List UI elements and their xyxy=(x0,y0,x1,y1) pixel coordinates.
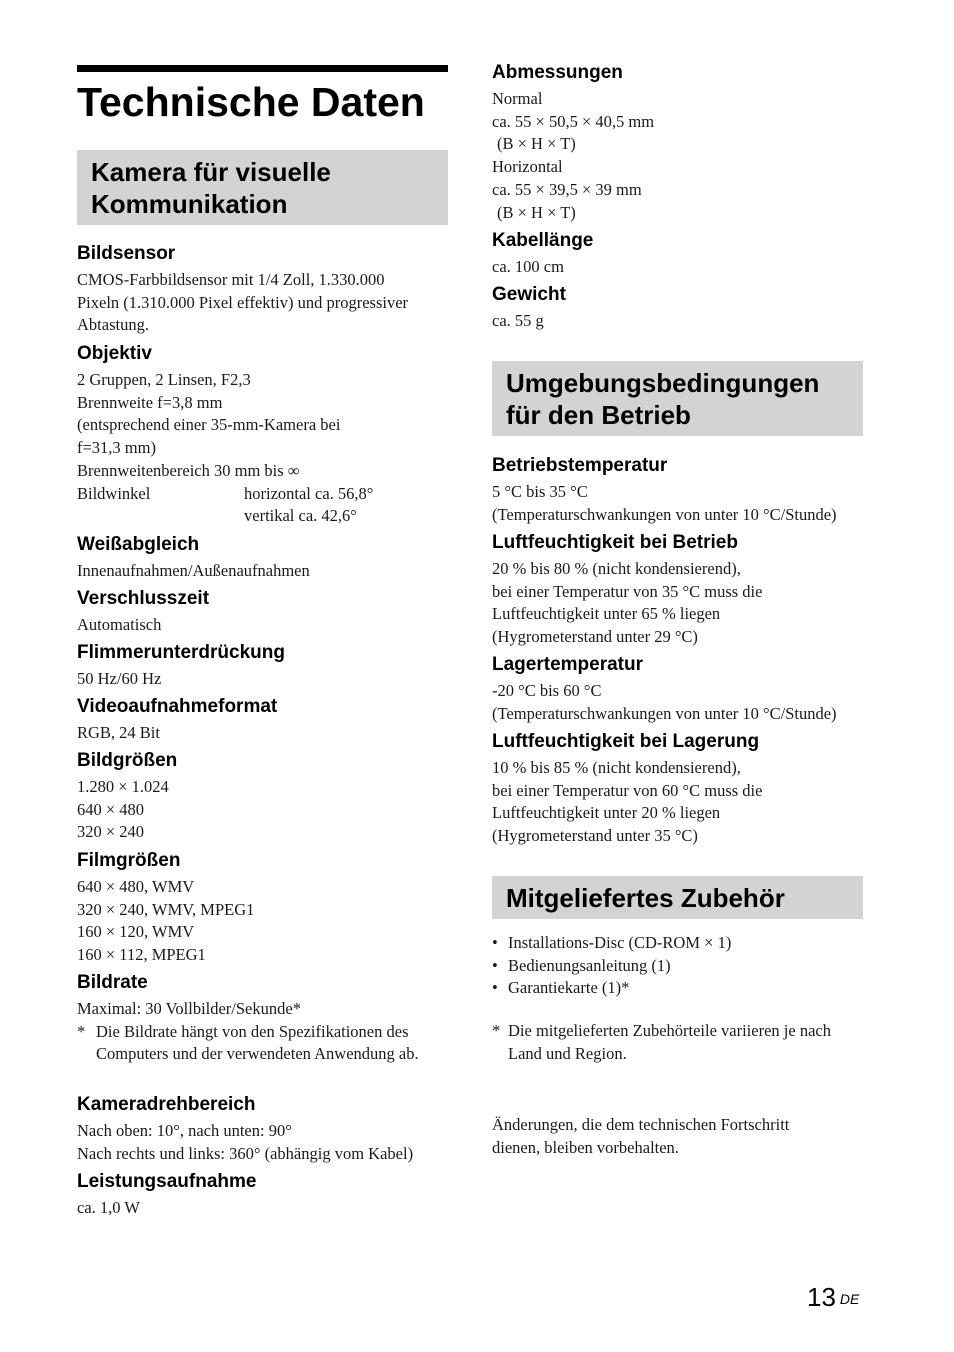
spec-heading: Lagertemperatur xyxy=(492,654,643,675)
spec-kameradrehbereich xyxy=(77,1094,449,1165)
aenderungen-text: Änderungen, die dem technischen Fortschritt dienen, bleiben vorbehalten. xyxy=(492,1115,790,1157)
band-line: für den Betrieb xyxy=(506,400,691,430)
band-line: Kamera für visuelle xyxy=(91,157,331,187)
footnote xyxy=(492,1020,832,1065)
spec-line: 2 Gruppen, 2 Linsen, F2,3 xyxy=(77,370,251,389)
spec-line: (Hygrometerstand unter 35 °C) xyxy=(492,826,698,846)
spec-line: 320 × 240 xyxy=(77,822,145,842)
spec-line: Luftfeuchtigkeit unter 65 % liegen xyxy=(492,604,721,624)
spec-line: 160 × 120, WMV xyxy=(77,922,195,942)
spec-line: (Temperaturschwankungen von unter 10 °C/Stunde) xyxy=(492,504,837,524)
spec-heading: Kameradrehbereich xyxy=(77,1094,256,1115)
spec-line: Normal xyxy=(492,89,543,108)
bildwinkel-horizontal: horizontal ca. 56,8° xyxy=(244,483,374,503)
page-language: DE xyxy=(839,1291,860,1307)
list-item xyxy=(492,977,864,1000)
spec-line: Nach rechts und links: 360° (abhängig vom Kabel) xyxy=(77,1143,414,1163)
spec-line: ca. 1,0 W xyxy=(77,1198,140,1217)
spec-gewicht xyxy=(492,284,864,333)
spec-line: Horizontal xyxy=(492,157,563,177)
spec-abmessungen xyxy=(492,62,864,224)
bullet-mark: • xyxy=(492,955,498,975)
spec-line: bei einer Temperatur von 60 °C muss die xyxy=(492,780,763,800)
spec-line: bei einer Temperatur von 35 °C muss die xyxy=(492,581,763,601)
spec-line: CMOS-Farbbildsensor mit 1/4 Zoll, 1.330.000 xyxy=(77,270,385,289)
spec-line: 50 Hz/60 Hz xyxy=(77,669,162,688)
section-band-umgebung xyxy=(492,361,863,436)
bildwinkel-vertikal: vertikal ca. 42,6° xyxy=(244,506,357,526)
spec-bildsensor xyxy=(77,243,449,337)
footnote-mark: * xyxy=(492,1021,501,1040)
spec-leistungsaufnahme xyxy=(77,1171,449,1220)
spec-line: -20 °C bis 60 °C xyxy=(492,681,602,700)
spec-line: ca. 100 cm xyxy=(492,257,564,276)
bildwinkel-row xyxy=(77,483,449,506)
spec-line: (entsprechend einer 35-mm-Kamera bei xyxy=(77,415,341,435)
aenderungen-note xyxy=(492,1114,837,1159)
spec-line: Brennweitenbereich 30 mm bis ∞ xyxy=(77,460,300,480)
section-band-zubehoer xyxy=(492,876,863,919)
bildwinkel-label: Bildwinkel xyxy=(77,483,151,503)
band-line: Umgebungsbedingungen xyxy=(506,368,820,398)
spec-videoformat xyxy=(77,696,449,745)
spec-line: 640 × 480 xyxy=(77,799,145,819)
spec-weissabgleich xyxy=(77,534,449,583)
spec-flimmer xyxy=(77,642,449,691)
bildwinkel-row xyxy=(77,505,449,528)
spec-line: Automatisch xyxy=(77,615,162,634)
zubehoer-list xyxy=(492,932,864,1000)
spec-line: Brennweite f=3,8 mm xyxy=(77,392,223,412)
spec-line: Pixeln (1.310.000 Pixel effektiv) und progressiver xyxy=(77,292,409,312)
spec-line: 160 × 112, MPEG1 xyxy=(77,945,206,965)
list-item xyxy=(492,955,864,978)
spec-line: 10 % bis 85 % (nicht kondensierend), xyxy=(492,758,741,777)
spec-line: 640 × 480, WMV xyxy=(77,877,195,896)
band-line: Kommunikation xyxy=(91,189,288,219)
spec-feuchte-betrieb xyxy=(492,532,864,649)
spec-line: ca. 55 × 39,5 × 39 mm xyxy=(492,179,642,199)
spec-line: 320 × 240, WMV, MPEG1 xyxy=(77,899,255,919)
spec-heading: Betriebstemperatur xyxy=(492,455,668,476)
bullet-mark: • xyxy=(492,933,498,952)
spec-betriebstemperatur xyxy=(492,455,864,526)
spec-heading: Gewicht xyxy=(492,284,566,305)
page-title: Technische Daten xyxy=(77,79,425,125)
spec-line: RGB, 24 Bit xyxy=(77,723,160,742)
spec-line: Innenaufnahmen/Außenaufnahmen xyxy=(77,561,310,580)
spec-lagertemperatur xyxy=(492,654,864,725)
footnote-text: Die mitgelieferten Zubehörteile variieren je nach Land und Region. xyxy=(508,1021,831,1063)
list-item xyxy=(492,932,864,955)
spec-line: Abtastung. xyxy=(77,315,149,335)
spec-heading: Filmgrößen xyxy=(77,850,181,871)
spec-heading: Luftfeuchtigkeit bei Betrieb xyxy=(492,532,738,553)
spec-bildgroessen xyxy=(77,750,449,844)
spec-line: 20 % bis 80 % (nicht kondensierend), xyxy=(492,559,741,578)
spec-heading: Bildgrößen xyxy=(77,750,178,771)
footnote xyxy=(77,1021,449,1066)
spec-heading: Objektiv xyxy=(77,343,152,364)
section-band-kamera xyxy=(77,150,448,225)
spec-filmgroessen xyxy=(77,850,449,967)
list-item-text: Bedienungsanleitung (1) xyxy=(508,955,671,975)
spec-line: (Hygrometerstand unter 29 °C) xyxy=(492,627,698,647)
spec-line: (B × H × T) xyxy=(497,134,576,154)
spec-heading: Leistungsaufnahme xyxy=(77,1171,257,1192)
band-line: Mitgeliefertes Zubehör xyxy=(506,883,785,913)
spec-line: 1.280 × 1.024 xyxy=(77,777,169,796)
spec-objektiv xyxy=(77,343,449,528)
bullet-mark: • xyxy=(492,978,498,998)
spec-line: Maximal: 30 Vollbilder/Sekunde* xyxy=(77,999,301,1018)
spec-kabellaenge xyxy=(492,230,864,279)
spec-heading: Verschlusszeit xyxy=(77,588,210,609)
spec-line: ca. 55 g xyxy=(492,311,544,330)
footnote-text: Die Bildrate hängt von den Spezifikationen des Computers und der verwendeten Anwendung ab. xyxy=(96,1021,419,1064)
spec-heading: Bildsensor xyxy=(77,243,176,264)
spec-line: Luftfeuchtigkeit unter 20 % liegen xyxy=(492,803,721,823)
spec-heading: Bildrate xyxy=(77,972,148,993)
spec-line: 5 °C bis 35 °C xyxy=(492,482,588,501)
spec-heading: Abmessungen xyxy=(492,62,623,83)
spec-heading: Flimmerunterdrückung xyxy=(77,642,285,663)
spec-line: Nach oben: 10°, nach unten: 90° xyxy=(77,1121,292,1140)
spec-verschlusszeit xyxy=(77,588,449,637)
spec-line: (Temperaturschwankungen von unter 10 °C/Stunde) xyxy=(492,703,837,723)
list-item-text: Installations-Disc (CD-ROM × 1) xyxy=(508,933,732,952)
title-rule xyxy=(77,65,448,72)
list-item-text: Garantiekarte (1)* xyxy=(508,978,630,998)
spec-heading: Videoaufnahmeformat xyxy=(77,696,278,717)
spec-line: ca. 55 × 50,5 × 40,5 mm xyxy=(492,111,655,131)
spec-feuchte-lagerung xyxy=(492,731,864,848)
page-number-value: 13 xyxy=(807,1282,836,1312)
zubehoer-footnote xyxy=(492,1020,832,1065)
spec-line: (B × H × T) xyxy=(497,202,576,222)
spec-line: f=31,3 mm) xyxy=(77,438,156,458)
spec-bildrate xyxy=(77,972,449,1066)
spec-heading: Weißabgleich xyxy=(77,534,200,555)
page-number xyxy=(807,1282,859,1312)
footnote-mark: * xyxy=(77,1021,86,1041)
spec-heading: Luftfeuchtigkeit bei Lagerung xyxy=(492,731,760,752)
spec-heading: Kabellänge xyxy=(492,230,594,251)
